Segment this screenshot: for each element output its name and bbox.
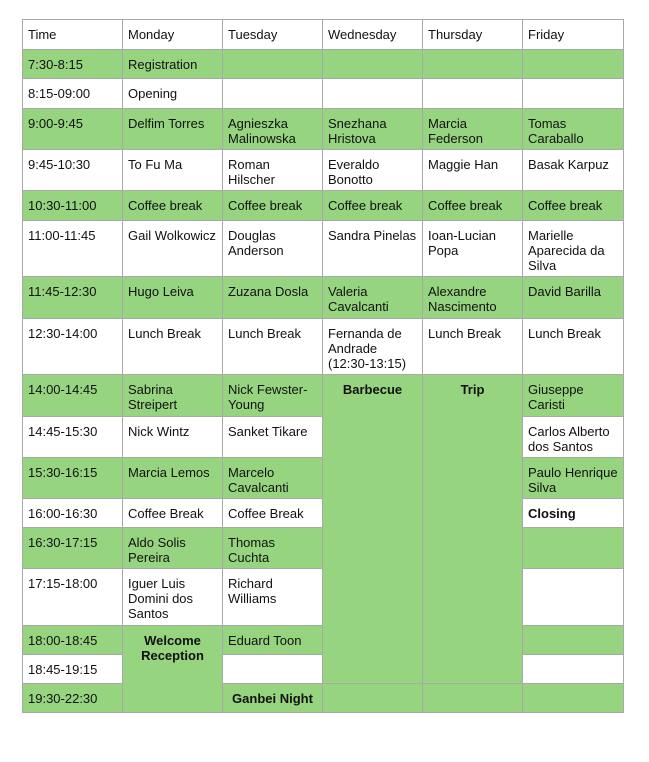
table-row <box>23 150 624 191</box>
table-row <box>23 684 624 713</box>
session-cell: Sanket Tikare <box>223 417 323 458</box>
time-cell: 16:30-17:15 <box>23 528 123 569</box>
session-cell: Coffee break <box>123 191 223 221</box>
time-cell: 14:00-14:45 <box>23 375 123 417</box>
table-row <box>23 375 624 417</box>
time-cell: 11:00-11:45 <box>23 221 123 277</box>
time-cell: 18:45-19:15 <box>23 655 123 684</box>
session-cell: Aldo Solis Pereira <box>123 528 223 569</box>
session-cell <box>323 50 423 79</box>
time-cell: 18:00-18:45 <box>23 626 123 655</box>
time-cell: 14:45-15:30 <box>23 417 123 458</box>
session-cell <box>223 79 323 109</box>
session-cell: Gail Wolkowicz <box>123 221 223 277</box>
header-monday: Monday <box>123 20 223 50</box>
session-cell: Lunch Break <box>423 319 523 375</box>
session-cell <box>523 569 624 626</box>
session-cell: Registration <box>123 50 223 79</box>
session-cell <box>523 626 624 655</box>
welcome-reception-cell: Welcome Reception <box>123 626 223 713</box>
session-cell: To Fu Ma <box>123 150 223 191</box>
session-cell: Coffee break <box>523 191 624 221</box>
header-time: Time <box>23 20 123 50</box>
table-row <box>23 191 624 221</box>
time-cell: 9:45-10:30 <box>23 150 123 191</box>
table-row <box>23 319 624 375</box>
session-cell: Sandra Pinelas <box>323 221 423 277</box>
session-cell: Opening <box>123 79 223 109</box>
session-cell <box>523 684 624 713</box>
session-cell <box>223 50 323 79</box>
session-cell: Lunch Break <box>523 319 624 375</box>
time-cell: 17:15-18:00 <box>23 569 123 626</box>
time-cell: 12:30-14:00 <box>23 319 123 375</box>
table-row <box>23 221 624 277</box>
session-cell: Coffee break <box>323 191 423 221</box>
session-cell: Maggie Han <box>423 150 523 191</box>
session-cell <box>523 528 624 569</box>
session-cell: Marcia Federson <box>423 109 523 150</box>
barbecue-cell: Barbecue <box>323 375 423 684</box>
session-cell: Snezhana Hristova <box>323 109 423 150</box>
session-cell: Paulo Henrique Silva <box>523 458 624 499</box>
time-cell: 11:45-12:30 <box>23 277 123 319</box>
table-row <box>23 277 624 319</box>
time-cell: 8:15-09:00 <box>23 79 123 109</box>
time-cell: 7:30-8:15 <box>23 50 123 79</box>
session-cell: Eduard Toon <box>223 626 323 655</box>
table-row <box>23 79 624 109</box>
time-cell: 15:30-16:15 <box>23 458 123 499</box>
session-cell: Douglas Anderson <box>223 221 323 277</box>
session-cell: Coffee Break <box>123 499 223 528</box>
trip-cell: Trip <box>423 375 523 684</box>
session-cell <box>323 684 423 713</box>
closing-cell: Closing <box>523 499 624 528</box>
session-cell: Thomas Cuchta <box>223 528 323 569</box>
session-cell: Lunch Break <box>123 319 223 375</box>
session-cell: Carlos Alberto dos Santos <box>523 417 624 458</box>
time-cell: 16:00-16:30 <box>23 499 123 528</box>
session-cell: Marielle Aparecida da Silva <box>523 221 624 277</box>
time-cell: 9:00-9:45 <box>23 109 123 150</box>
time-cell: 19:30-22:30 <box>23 684 123 713</box>
session-cell: Roman Hilscher <box>223 150 323 191</box>
table-row <box>23 109 624 150</box>
session-cell <box>523 655 624 684</box>
session-cell <box>223 655 323 684</box>
session-cell: Coffee break <box>423 191 523 221</box>
session-cell <box>423 79 523 109</box>
session-cell: Valeria Cavalcanti <box>323 277 423 319</box>
session-cell: Coffee Break <box>223 499 323 528</box>
session-cell <box>523 79 624 109</box>
session-cell: David Barilla <box>523 277 624 319</box>
session-cell: Marcelo Cavalcanti <box>223 458 323 499</box>
session-cell: Nick Fewster-Young <box>223 375 323 417</box>
session-cell <box>523 50 624 79</box>
session-cell: Iguer Luis Domini dos Santos <box>123 569 223 626</box>
session-cell: Marcia Lemos <box>123 458 223 499</box>
session-cell: Basak Karpuz <box>523 150 624 191</box>
session-cell: Everaldo Bonotto <box>323 150 423 191</box>
schedule-table <box>22 19 624 713</box>
header-tuesday: Tuesday <box>223 20 323 50</box>
header-friday: Friday <box>523 20 624 50</box>
session-cell: Richard Williams <box>223 569 323 626</box>
session-cell: Tomas Caraballo <box>523 109 624 150</box>
session-cell: Zuzana Dosla <box>223 277 323 319</box>
session-cell: Giuseppe Caristi <box>523 375 624 417</box>
header-thursday: Thursday <box>423 20 523 50</box>
ganbei-night-cell: Ganbei Night <box>223 684 323 713</box>
session-cell <box>323 79 423 109</box>
session-cell: Coffee break <box>223 191 323 221</box>
session-cell: Nick Wintz <box>123 417 223 458</box>
session-cell: Ioan-Lucian Popa <box>423 221 523 277</box>
header-wednesday: Wednesday <box>323 20 423 50</box>
session-cell <box>423 684 523 713</box>
session-cell: Alexandre Nascimento <box>423 277 523 319</box>
session-cell: Fernanda de Andrade (12:30-13:15) <box>323 319 423 375</box>
header-row <box>23 20 624 50</box>
session-cell: Delfim Torres <box>123 109 223 150</box>
session-cell: Sabrina Streipert <box>123 375 223 417</box>
session-cell: Lunch Break <box>223 319 323 375</box>
session-cell: Hugo Leiva <box>123 277 223 319</box>
table-row <box>23 50 624 79</box>
session-cell: Agnieszka Malinowska <box>223 109 323 150</box>
session-cell <box>423 50 523 79</box>
time-cell: 10:30-11:00 <box>23 191 123 221</box>
